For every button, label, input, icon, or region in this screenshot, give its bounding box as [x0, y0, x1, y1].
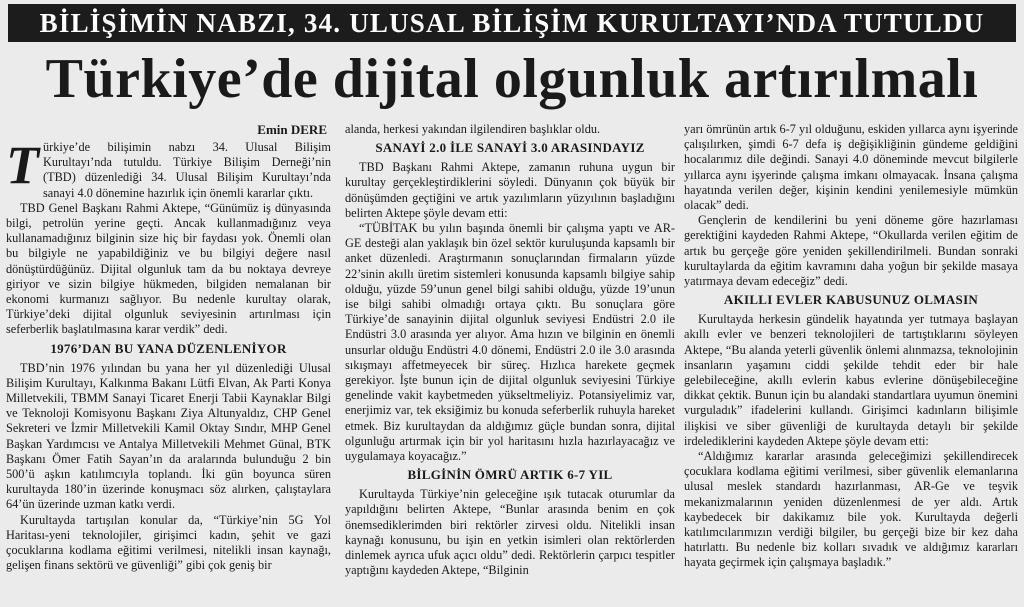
byline: Emin DERE [257, 122, 327, 137]
paragraph: Kurultayda Türkiye’nin geleceğine ışık tutacak oturumlar da yapıldığını belirten Aktepe, “Bunlar arasında benim en çok önemsediklerimden biri rektörler zirvesi oldu. Nitelikli insan kaynağı konusunu, bu işin en yetkin isimleri olan rektörlerden dinlemek ayrıca ufuk açıcı oldu” dedi. Rektörlerin çarpıcı tespitler yaptığını kaydeden Aktepe, “Bilginin [345, 487, 675, 578]
paragraph: “Aldığımız kararlar arasında geleceğimizi şekillendirecek çocuklara kodlama eğitimi verilmesi, siber güvenlik elemanlarına ulusal meslek standardı hazırlanması, AR-Ge ve teşvik mekanizmalarının yeniden düzenlenmesi de yer aldı. Artık kaybedecek bir dakikamız bile yok. Kurultayda değerli katılımcılarımızın verdiği bilgiler, bu gerçeği bize bir kez daha hatırlattı. Bu nedenle biz kolları sıvadık ve aldığımız kararları hayata geçirmek için çalışmaya başladık.” [684, 449, 1018, 570]
paragraph: Kurultayda tartışılan konular da, “Türkiye’nin 5G Yol Haritası-yeni teknolojiler, girişimci kadın, şehit ve gazi çocuklarına kodlama eğitimi verilmesi, nitelikli insan kaynağı, gelişen finans sektörü ve güvenliği” gibi çok geniş bir [6, 512, 331, 573]
subheading: BİLGİNİN ÖMRÜ ARTIK 6-7 YIL [407, 467, 613, 483]
paragraph: TBD Genel Başkanı Rahmi Aktepe, “Günümüz iş dünyasında bilgi, petrolün yerine geçti. Ancak kullanmadığınız veya kullanamadığınız bilginin size hiç bir faydası yok. Önemli olan bu bilgiyle ne yapabildiğiniz ve bu bilgiyi değere nasıl dönüştürdüğünüz. Dijital olgunluk tam da bu noktaya devreye giriyor ve sizin bilgiye hükmeden, bilgiden nemalanan bir ekonomi kurmanızı sağlıyor. Bu nedenle kurultay olarak, Türkiye’deki dijital olgunluk seviyesinin artırılması için seferberlik başlatılmasına karar verdik” dedi. [6, 200, 331, 337]
paragraph: TBD Başkanı Rahmi Aktepe, zamanın ruhuna uygun bir kurultay gerçekleştirdiklerini söyledi. Dünyanın çok büyük bir dönüşümden geçtiğini ve artık yazılımların yüzyılının başladığını belirten Aktepe şöyle devam etti: [345, 160, 675, 220]
kicker-banner [8, 4, 1016, 42]
subheading: SANAYİ 2.0 İLE SANAYİ 3.0 ARASINDAYIZ [375, 140, 645, 156]
paragraph: Kurultayda herkesin gündelik hayatında yer tutmaya başlayan akıllı evler ve benzeri teknolojileri de tartıştıklarını söyleyen Aktepe, “Bu alanda yeterli güvenlik önlemi alınmazsa, teknolojinin insanların yaşamını ciddi şekilde tehdit eder bir hale gelebileceğine, akıllı evlerin kabus evlerine dönüşebileceğine dikkat çektik. Bunun için bu alandaki standartlara uyumun önemini vurguladık” ifadelerini kullandı. Girişimci kadınların bilişimle ilişkisi ve siber güvenliği de kurultayda detaylı bir şekilde irdelediklerini kaydeden Aktepe şöyle devam etti: [684, 312, 1018, 448]
kicker-text: BİLİŞİMİN NABZI, 34. ULUSAL BİLİŞİM KURULTAYI’NDA TUTULDU [39, 7, 985, 38]
subheading: AKILLI EVLER KABUSUNUZ OLMASIN [723, 292, 979, 308]
headline: Türkiye’de dijital olgunluk artırılmalı [45, 48, 979, 110]
paragraph: Türkiye’de bilişimin nabzı 34. Ulusal Bilişim Kurultayı’nda tutuldu. Türkiye Bilişim Derneği’nin (TBD) düzenlediği 34. Ulusal Bilişim Kurultayı’nda sanayi 4.0 dönemine hazırlık için önemli kararlar çıktı. [6, 135, 331, 200]
paragraph: “TÜBİTAK bu yılın başında önemli bir çalışma yaptı ve AR-GE desteği alan yaklaşık bin özel sektör kuruluşunda kapsamlı bir anket düzenledi. Araştırmanın sonuçlarından firmaların yüzde 22’sinin akıllı üretim sistemleri konusunda kapsamlı bilgiye sahip olduğu, yüzde 59’unun genel bilgi sahibi olduğu, yüzde 19’unun ise bilgi sahibi olmadığı ortaya çıktı. Bu sonuçlara göre Türkiye’de sanayinin dijital olgunluk seviyesi Endüstri 2.0 ile Endüstri 3.0 arasında yer alıyor. Ama hızın ve bilginin en önemli unsurlar olduğu Endüstri 4.0 dönemi, Endüstri 2.0 ile 3.0 arasında sıkışmayı affetmeyecek bir süreç. Hızlıca harekete geçmek gerekiyor. İşte bunun için de dijital olgunluk seviyesini Türkiye genelinde vakit kaybetmeden yükseltmeliyiz. Potansiyelimiz var, enerjimiz var, tek eksiğimiz bu konuda seferberlik ruhuyla hareket etmek. Biz kurultaydan da aldığımız güçle bundan sonra, dijital olgunluğu artırmak için bir yol haritasını hızla hazırlayacağız ve uygulamaya koyacağız.” [345, 221, 675, 464]
paragraph: TBD’nin 1976 yılından bu yana her yıl düzenlediği Ulusal Bilişim Kurultayı, Kalkınma Bakanı Lütfi Elvan, Ak Parti Konya Milletvekili, TBMM Sanayi Ticaret Enerji Tabii Kaynaklar Bilgi ve Teknoloji Komisyonu Başkanı Ziya Altunyaldız, CHP Genel Sekreteri ve İzmir Milletvekili Kamil Oktay Sındır, MHP Genel Başkan Yardımcısı ve Antalya Milletvekili Mehmet Günal, BTK Başkanı Ömer Fatih Sayan’ın da aralarında bulunduğu 2 bin 500’ü aşkın katılımcıyla toplandı. İki gün boyunca süren kurultayda 180’in üzerinde konuşmacı söz alırken, çalıştaylara 64’ün üzerinde uzman katkı verdi. [6, 360, 331, 512]
drop-cap: T [6, 135, 39, 195]
article-column-1 [6, 120, 331, 605]
paragraph: yarı ömrünün artık 6-7 yıl olduğunu, eskiden yıllarca aynı işyerinde çalışılırken, şimdi 6-7 defa iş değişikliğinin gündeme geldiğini hocalarımız dile değindi. Sanayi 4.0 döneminde mevcut bilgilerle yıllarca aynı işyerinde çalışma imkanı olmayacak. İnsana çalışma hayatında verilen değer, kişinin kendini yenilemesiyle mümkün olacak” dedi. [684, 122, 1018, 213]
paragraph: Gençlerin de kendilerini bu yeni döneme göre hazırlaması gerektiğini kaydeden Rahmi Aktepe, “Okullarda verilen eğitim de artık bu gerçeğe göre yeniden şekillendirilmeli. Bundan sonraki kurultaylarda da eğitim kavramını daha yoğun bir şekilde masaya yatırmaya devam edeceğiz” dedi. [684, 213, 1018, 289]
paragraph: alanda, herkesi yakından ilgilendiren başlıklar oldu. [345, 122, 601, 136]
article-column-3 [684, 122, 1018, 607]
subheading: 1976’DAN BU YANA DÜZENLENİYOR [50, 340, 287, 356]
article-column-2 [345, 122, 675, 607]
